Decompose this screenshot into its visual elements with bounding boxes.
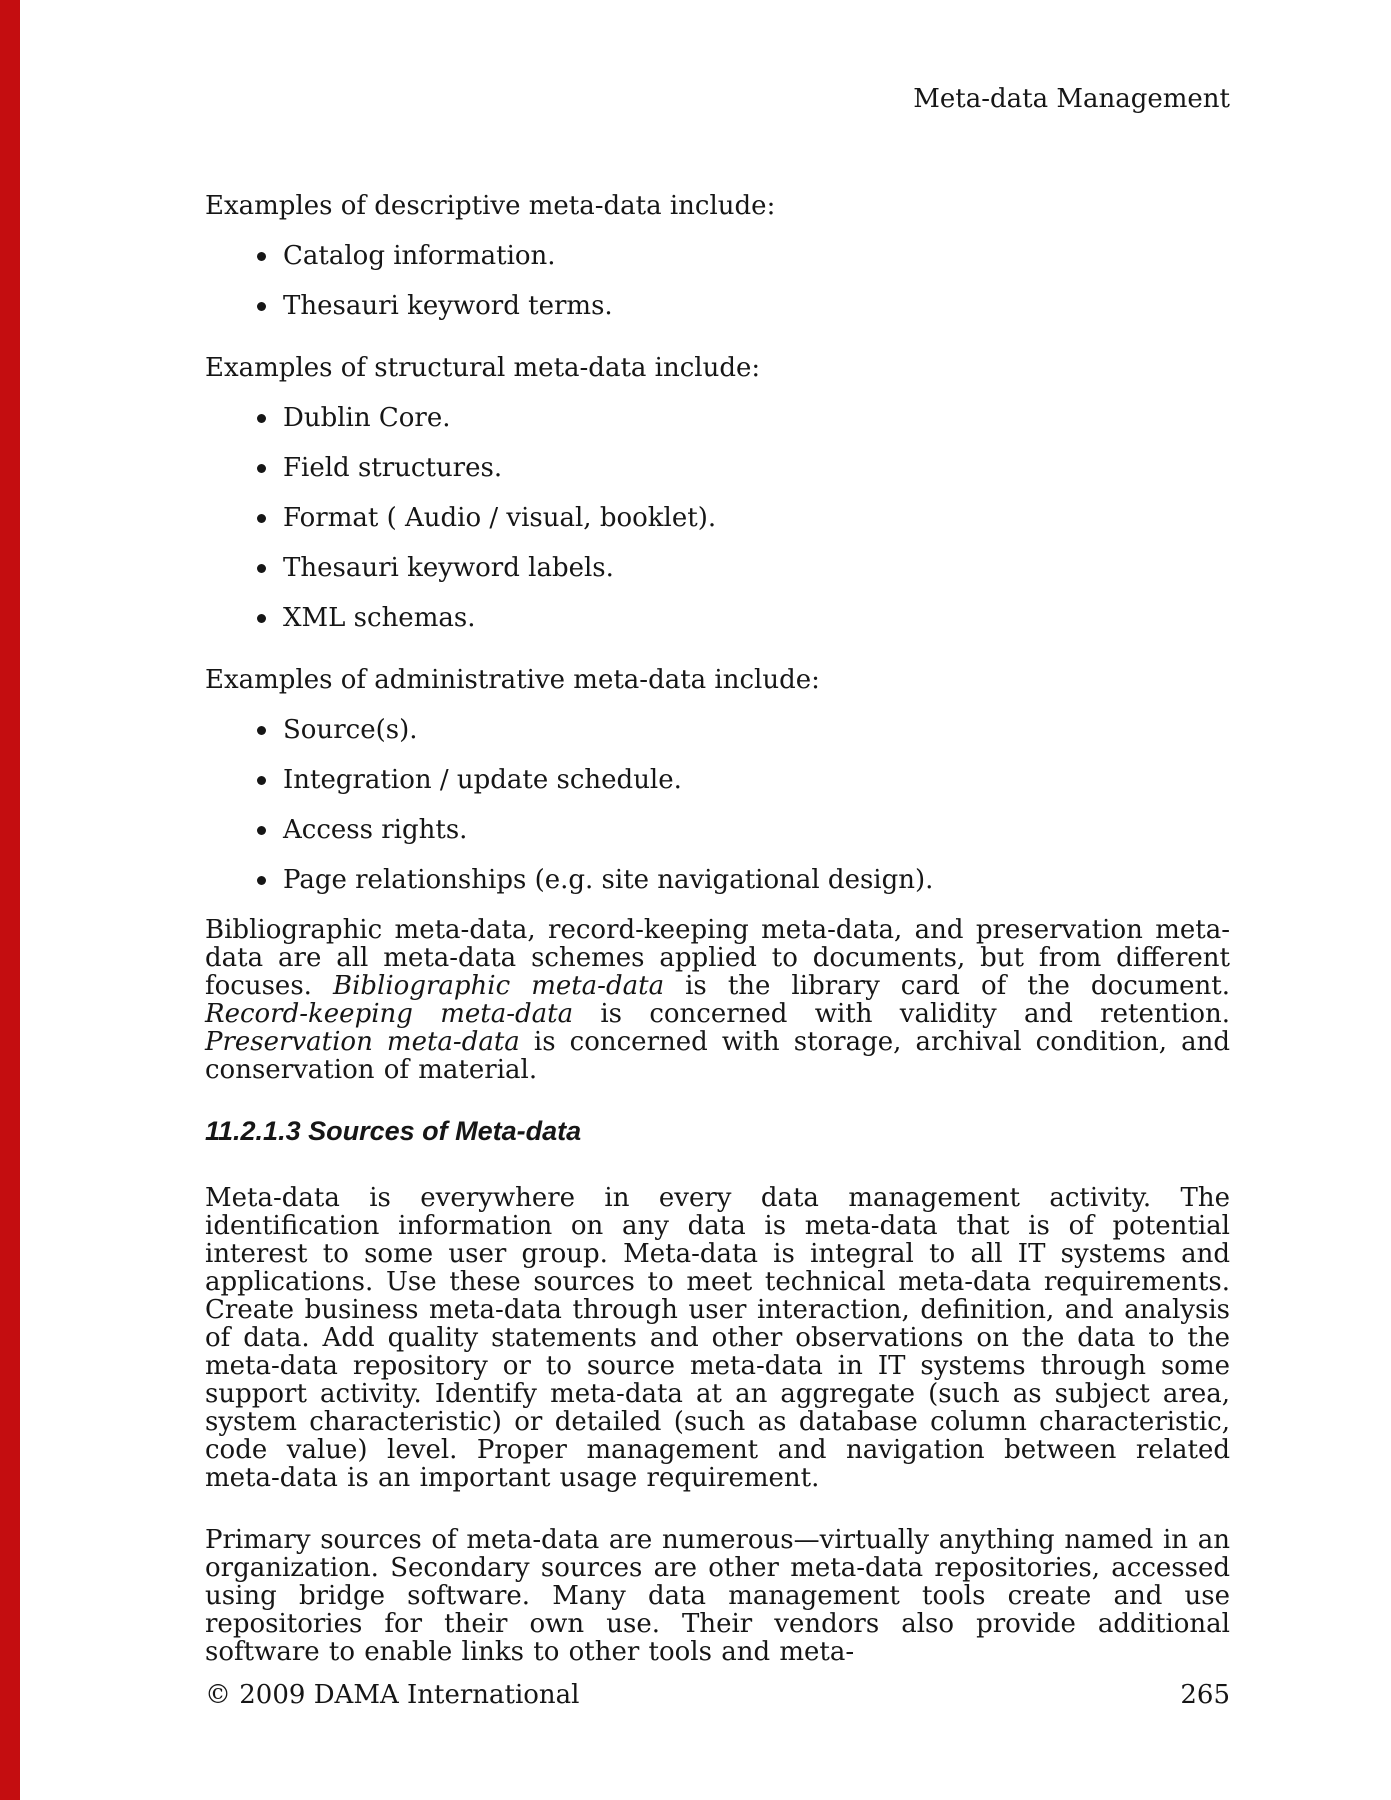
list-item bbox=[205, 242, 1230, 270]
list-item-label: Integration / update schedule. bbox=[283, 765, 682, 795]
page-footer bbox=[205, 1680, 1230, 1710]
list-item-label: Catalog information. bbox=[283, 241, 556, 271]
bullet-icon bbox=[257, 564, 266, 573]
list-item-label: Field structures. bbox=[283, 453, 503, 483]
bullet-icon bbox=[257, 252, 266, 261]
page-content bbox=[205, 0, 1230, 1666]
text-run: is the library card of the document. bbox=[664, 971, 1231, 1001]
list-item-label: XML schemas. bbox=[283, 603, 476, 633]
section-intro: Examples of descriptive meta-data include: bbox=[205, 191, 776, 221]
section-intro: Examples of administrative meta-data include: bbox=[205, 665, 820, 695]
bullet-icon bbox=[257, 614, 266, 623]
paragraph-bibliographic bbox=[205, 916, 1230, 1084]
text-run: is concerned with validity and retention. bbox=[573, 999, 1231, 1029]
bullet-icon bbox=[257, 514, 266, 523]
list-item-label: Format ( Audio / visual, booklet). bbox=[283, 503, 717, 533]
list-item bbox=[205, 292, 1230, 320]
paragraph-sources-of-metadata: Meta-data is everywhere in every data management activity. The identification information on any data is meta-data that is of potential interest to some user group. Meta-data is integral to all IT systems and applications. Use these sources to meet technical meta-data requirements. Create business meta-data through user interaction, definition, and analysis of data. Add quality statements and other observations on the data to the meta-data repository or to source meta-data in IT systems through some support activity. Identify meta-data at an aggregate (such as subject area, system characteristic) or detailed (such as database column characteristic, code value) level. Proper management and navigation between related meta-data is an important usage requirement. bbox=[205, 1183, 1230, 1493]
page-number: 265 bbox=[1180, 1680, 1230, 1710]
bullet-icon bbox=[257, 876, 266, 885]
page-edge-stripe bbox=[0, 0, 20, 1800]
list-item bbox=[205, 604, 1230, 632]
section-heading: 11.2.1.3 Sources of Meta-data bbox=[205, 1116, 582, 1146]
paragraph-primary-sources: Primary sources of meta-data are numerous—virtually anything named in an organization. Secondary sources are other meta-data repositories, accessed using bridge software. Many data management tools create and use repositories for their own use. Their vendors also provide additional software to enable links to other tools and meta- bbox=[205, 1525, 1230, 1667]
bullet-icon bbox=[257, 464, 266, 473]
list-item bbox=[205, 866, 1230, 894]
text-run: is concerned with storage, archival condition, and conservation of material. bbox=[205, 1027, 1230, 1085]
bullet-list-sections bbox=[205, 192, 1230, 894]
list-item-label: Dublin Core. bbox=[283, 403, 451, 433]
running-header: Meta-data Management bbox=[913, 84, 1230, 114]
list-item-label: Source(s). bbox=[283, 715, 418, 745]
bullet-icon bbox=[257, 414, 266, 423]
bullet-icon bbox=[257, 726, 266, 735]
bullet-icon bbox=[257, 302, 266, 311]
list-item-label: Thesauri keyword labels. bbox=[283, 553, 614, 583]
list-item bbox=[205, 504, 1230, 532]
body-block bbox=[205, 192, 1230, 1666]
list-item bbox=[205, 816, 1230, 844]
bullet-icon bbox=[257, 776, 266, 785]
list-item-label: Page relationships (e.g. site navigational design). bbox=[283, 865, 934, 895]
list-item bbox=[205, 716, 1230, 744]
list-item bbox=[205, 454, 1230, 482]
list-item bbox=[205, 404, 1230, 432]
list-item-label: Thesauri keyword terms. bbox=[283, 291, 613, 321]
list-item-label: Access rights. bbox=[283, 815, 468, 845]
text-run: Bibliographic meta-data, record-keeping meta-data, and preservation meta-data are all meta-data schemes applied to documents, but from different focuses. bbox=[205, 915, 1230, 1001]
section-intro: Examples of structural meta-data include: bbox=[205, 353, 761, 383]
copyright-notice: © 2009 DAMA International bbox=[205, 1680, 580, 1710]
italic-term: Record-keeping meta-data bbox=[205, 999, 574, 1029]
italic-term: Preservation meta-data bbox=[205, 1027, 520, 1057]
italic-term: Bibliographic meta-data bbox=[332, 971, 665, 1001]
list-item bbox=[205, 554, 1230, 582]
list-item bbox=[205, 766, 1230, 794]
bullet-icon bbox=[257, 826, 266, 835]
